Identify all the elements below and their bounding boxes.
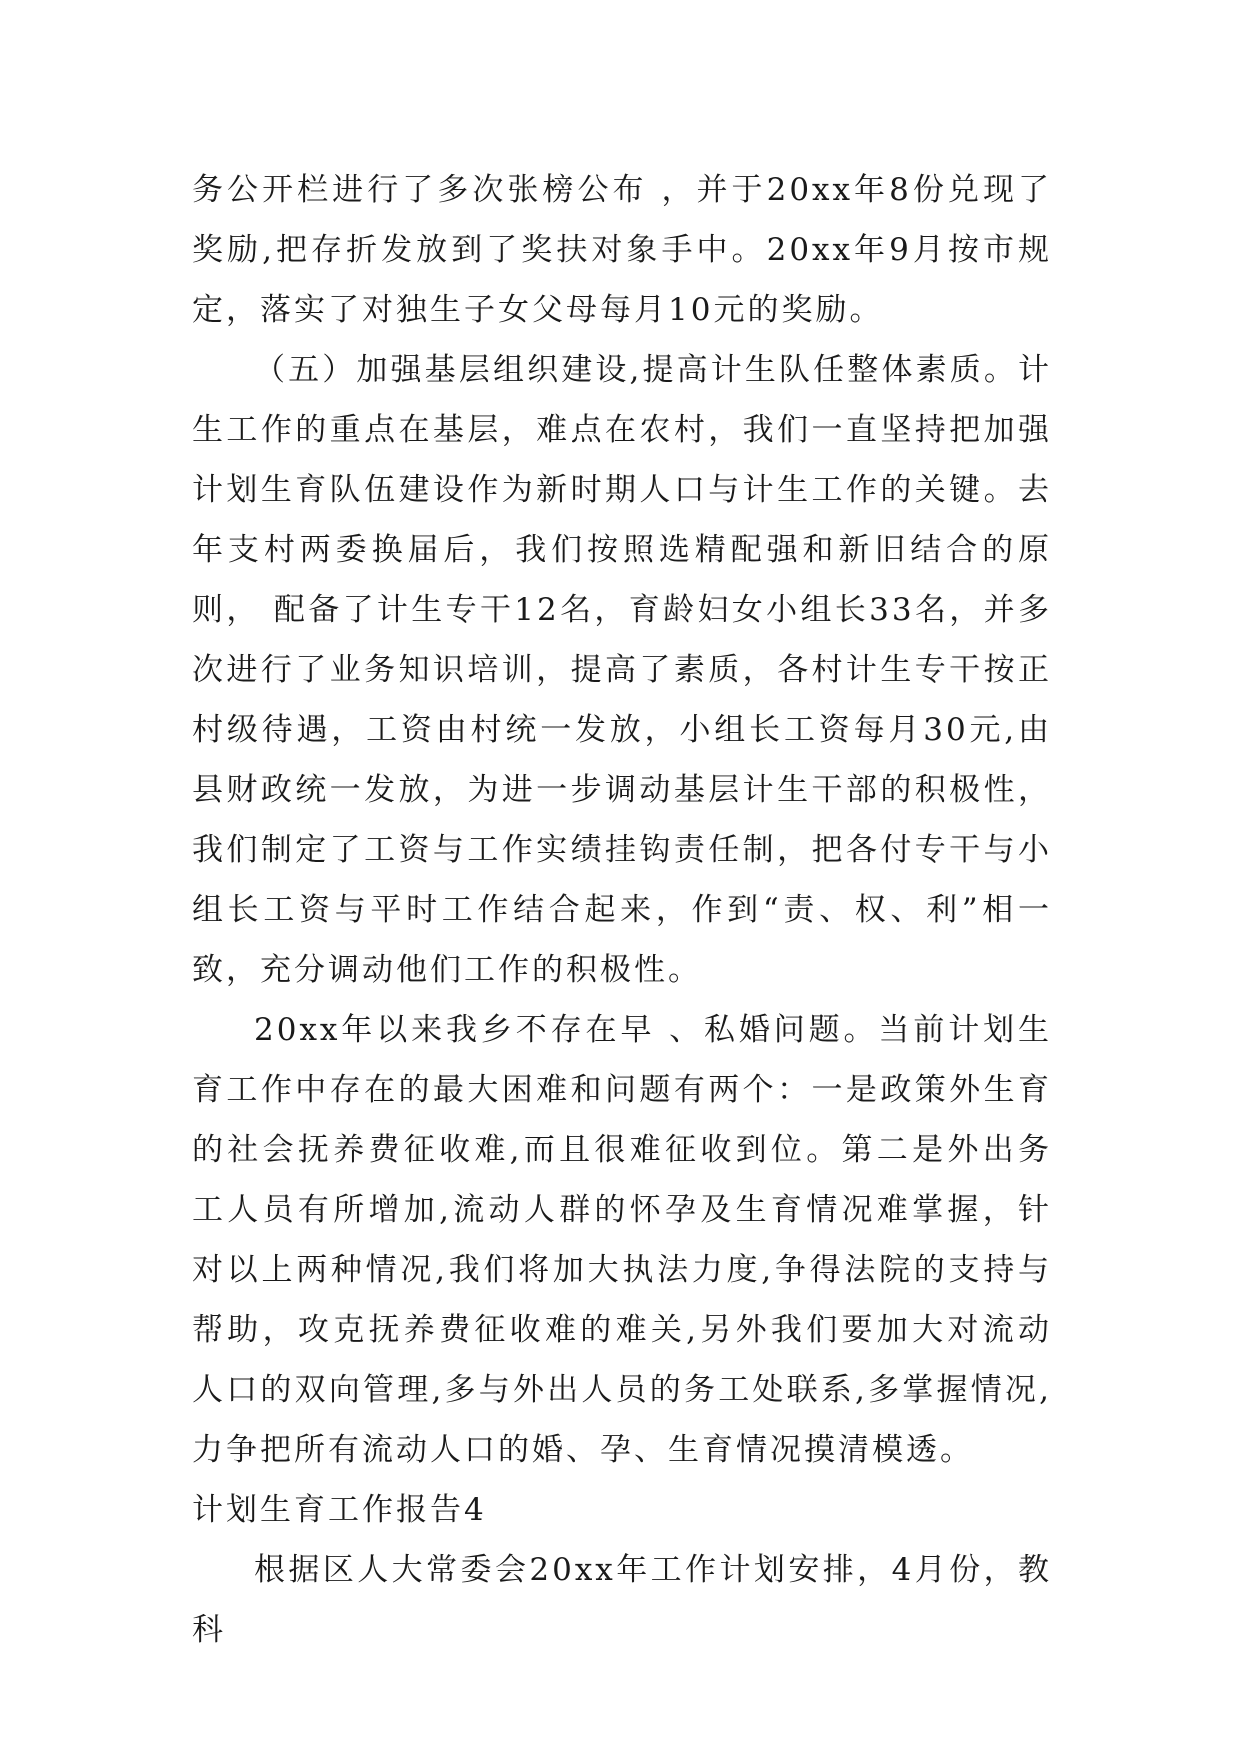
document-body	[192, 160, 1052, 1660]
paragraph-reward-announcement: 务公开栏进行了多次张榜公布 ，并于20xx年8份兑现了奖励,把存折发放到了奖扶对象手中。20xx年9月按市规定，落实了对独生子女父母每月10元的奖励。	[192, 172, 1052, 328]
paragraph-report-intro: 根据区人大常委会20xx年工作计划安排，4月份，教科	[192, 1552, 1052, 1648]
section-heading: 计划生育工作报告4	[192, 1492, 487, 1528]
paragraph-grassroots-organization: （五）加强基层组织建设,提高计生队任整体素质。计生工作的重点在基层，难点在农村，我们一直坚持把加强计划生育队伍建设作为新时期人口与计生工作的关键。去年支村两委换届后，我们按照选精配强和新旧结合的原则， 配备了计生专干12名，育龄妇女小组长33名，并多次进行了业务知识培训，提高了素质，各村计生专干按正村级待遇，工资由村统一发放，小组长工资每月30元,由县财政统一发放，为进一步调动基层计生干部的积极性，我们制定了工资与工作实绩挂钩责任制，把各付专干与小组长工资与平时工作结合起来，作到“责、权、利”相一致，充分调动他们工作的积极性。	[192, 352, 1052, 988]
paragraph-problems: 20xx年以来我乡不存在早 、私婚问题。当前计划生育工作中存在的最大困难和问题有两个：一是政策外生育的社会抚养费征收难,而且很难征收到位。第二是外出务工人员有所增加,流动人群的怀孕及生育情况难掌握，针对以上两种情况,我们将加大执法力度,争得法院的支持与帮助，攻克抚养费征收难的难关,另外我们要加大对流动人口的双向管理,多与外出人员的务工处联系,多掌握情况,力争把所有流动人口的婚、孕、生育情况摸清模透。	[192, 1012, 1052, 1468]
